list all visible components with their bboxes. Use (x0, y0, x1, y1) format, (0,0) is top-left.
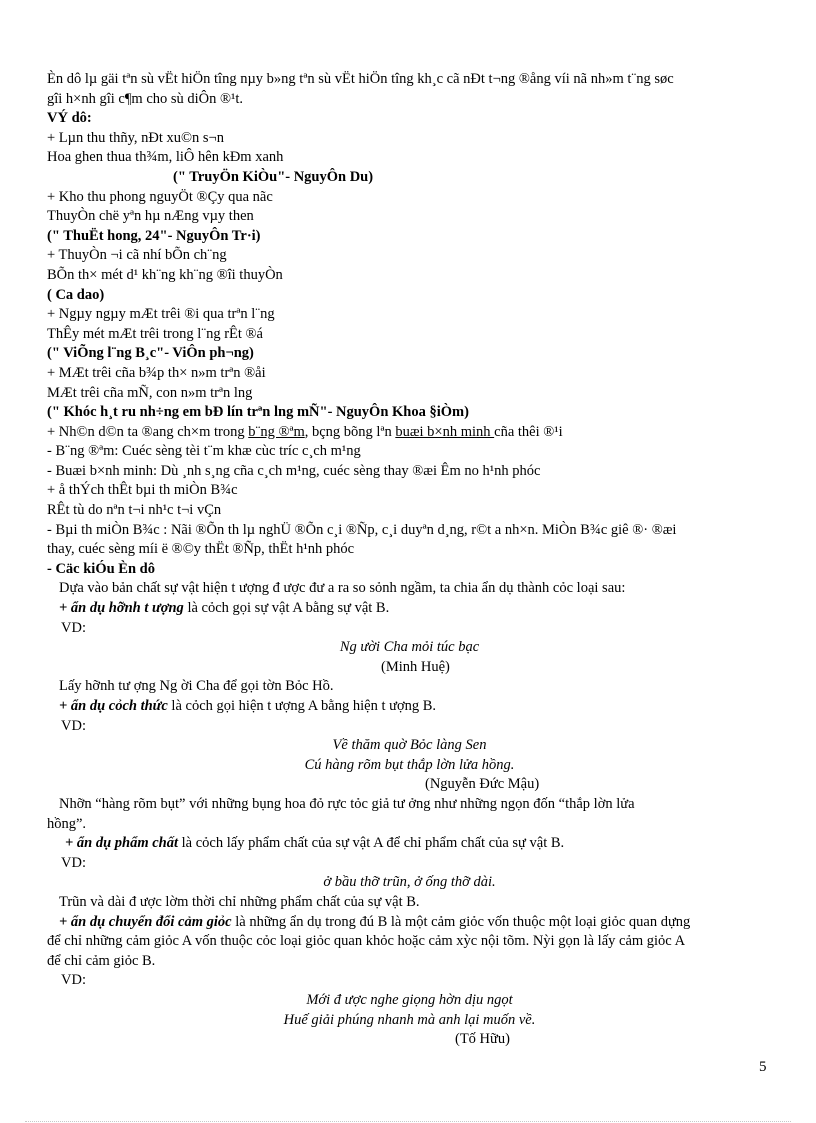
type-term: + ẩn dụ phẩm chất (65, 835, 179, 852)
poem-author: (Nguyễn Đức Mậu) (425, 776, 540, 793)
section-intro: Dựa vào bản chất sự vật hiện t ượng đ ược đư a ra so sỏnh ngầm, ta chia ẩn dụ thành cỏc loại sau: (59, 580, 626, 597)
example-line: BÕn th× mét d¹ kh¨ng kh¨ng ®îi thuyÒn (47, 266, 283, 283)
example-line: + Kho thu phong nguyÖt ®Çy qua nãc (47, 188, 273, 205)
example-line: + ThuyÒn ¬i cã nhí bÕn ch¨ng (47, 247, 227, 264)
text-run: + Nh©n d©n ta ®ang ch×m trong (47, 423, 249, 440)
type-term: + ẩn dụ chuyển đổi cảm giỏc (59, 913, 232, 930)
type-definition (47, 599, 772, 619)
underlined-phrase: buæi b×nh minh (395, 423, 495, 440)
type-term: + ẩn dụ cỏch thức (59, 698, 168, 714)
vd-label: VD: (61, 972, 86, 989)
text-run: là cỏch lấy phẩm chất của sự vật A để chỉ phẩm chất của sự vật B. (178, 835, 565, 852)
citation: (" ViÕng l¨ng B¸c"- ViÔn ph¬ng) (47, 345, 254, 362)
type-definition (47, 834, 772, 854)
example-line: + å thÝch thÊt bµi th miÒn B¾c (47, 482, 238, 499)
example-line: + Ngµy ngµy mÆt trêi ®i qua trªn l¨ng (47, 306, 275, 323)
explanation-line: để chỉ cảm giỏc B. (47, 952, 156, 969)
citation: (" TruyÖn KiÒu"- NguyÔn Du) (173, 168, 374, 185)
example-line: MÆt trêi cña mÑ, con n»m trªn lng (47, 384, 253, 401)
explanation-line: - Bµi th miÒn B¾c : Nãi ®Õn th lµ nghÜ ®Õn c¸i ®Ñp, c¸i duyªn d¸ng, r©t a nh×n. MiÒn B¾c giê ®· ®æi (47, 521, 677, 538)
footer-divider (25, 1121, 791, 1122)
poem-line: ở bầu thỡ trũn, ở ống thỡ dài. (323, 874, 496, 891)
poem-line: Về thăm quờ Bỏc làng Sen (332, 737, 487, 754)
type-definition (47, 913, 772, 933)
example-heading: VÝ dô: (47, 110, 92, 127)
explanation-line: Lấy hỡnh tư ợng Ng ời Cha để gọi tờn Bỏc Hồ. (59, 678, 334, 695)
page-number: 5 (759, 1059, 767, 1075)
citation: (" Khóc h¸t ru nh÷ng em bÐ lín trªn lng mÑ"- NguyÔn Khoa §iÒm) (47, 404, 469, 421)
example-line: + Lµn thu thñy, nÐt xu©n s¬n (47, 129, 224, 146)
example-line: ThuyÒn chë yªn hµ nÆng vµy then (47, 208, 254, 225)
example-line: ThÊy mét mÆt trêi trong l¨ng rÊt ®á (47, 325, 263, 342)
page-body (47, 70, 772, 1050)
poem-line: Ng ười Cha mỏi túc bạc (339, 639, 480, 656)
text-run: là những ẩn dụ trong đú B là một cảm giỏc vốn thuộc một loại giỏc quan dựng (231, 913, 691, 930)
example-line: + MÆt trêi cña b¾p th× n»m trªn ®åi (47, 364, 266, 381)
explanation-line: để chỉ những cảm giỏc A vốn thuộc cỏc loại giỏc quan khỏc hoặc cảm xỳc nội tõm. Nỳi gọn là lấy cảm giỏc A (47, 933, 686, 950)
vd-label: VD: (61, 717, 86, 734)
example-line: Hoa ghen thua th¾m, liÔ hên kÐm xanh (47, 149, 284, 166)
explanation-line: - Buæi b×nh minh: Dù ¸nh s¸ng cña c¸ch m¹ng, cuéc sèng thay ®æi Êm no h¹nh phóc (47, 462, 541, 479)
poem-line: Mới đ ược nghe giọng hờn dịu ngọt (306, 991, 513, 1008)
definition-line: gîi h×nh gîi c¶m cho sù diÔn ®¹t. (47, 90, 244, 107)
poem-author: (Minh Huệ) (381, 658, 450, 675)
example-line: RÊt tù do nªn t¬i nh¹c t¬i vÇn (47, 502, 222, 519)
explanation-line: Trũn và dài đ ược lờm thời chỉ những phẩm chất của sự vật B. (59, 893, 420, 910)
vd-label: VD: (61, 854, 86, 871)
type-term: + ẩn dụ hỡnh t ượng (59, 600, 184, 617)
explanation-line: hồng”. (47, 815, 87, 832)
poem-author: (Tố Hữu) (455, 1031, 510, 1048)
explanation-line: - B¨ng ®ªm: Cuéc sèng tèi t¨m khæ cùc tríc c¸ch m¹ng (47, 443, 361, 460)
explanation-line: thay, cuéc sèng míi ë ®©y thËt ®Ñp, thËt h¹nh phóc (47, 541, 355, 558)
text-run: , bçng bõng lªn (304, 423, 396, 440)
text-run: là cỏch gọi hiện t ượng A bằng hiện t ượng B. (167, 698, 437, 714)
poem-line: Huế giải phúng nhanh mà anh lại muốn về. (283, 1011, 536, 1028)
example-line (47, 423, 772, 443)
underlined-phrase: b¨ng ®ªm (248, 423, 305, 440)
text-run: là cỏch gọi sự vật A bằng sự vật B. (183, 600, 390, 617)
text-run: cña thêi ®¹i (494, 423, 563, 440)
citation: (" ThuËt hong, 24"- NguyÔn Tr·i) (47, 227, 261, 244)
type-definition (47, 697, 772, 717)
citation: ( Ca dao) (47, 286, 105, 303)
section-heading: - Cäc kiÓu Èn dô (47, 560, 155, 577)
definition-line: Èn dô lµ gäi tªn sù vËt hiÖn tîng nµy b»ng tªn sù vËt hiÖn tîng kh¸c cã nÐt t¬ng ®ång víi nã nh»m t¨ng søc (47, 71, 674, 87)
explanation-line: Nhỡn “hàng rõm bụt” với những bụng hoa đỏ rực tỏc giả tư ởng như những ngọn đốn “thắp lờn lửa (59, 795, 635, 812)
vd-label: VD: (61, 619, 86, 636)
poem-line: Cú hàng rõm bụt thắp lờn lửa hồng. (304, 756, 515, 773)
